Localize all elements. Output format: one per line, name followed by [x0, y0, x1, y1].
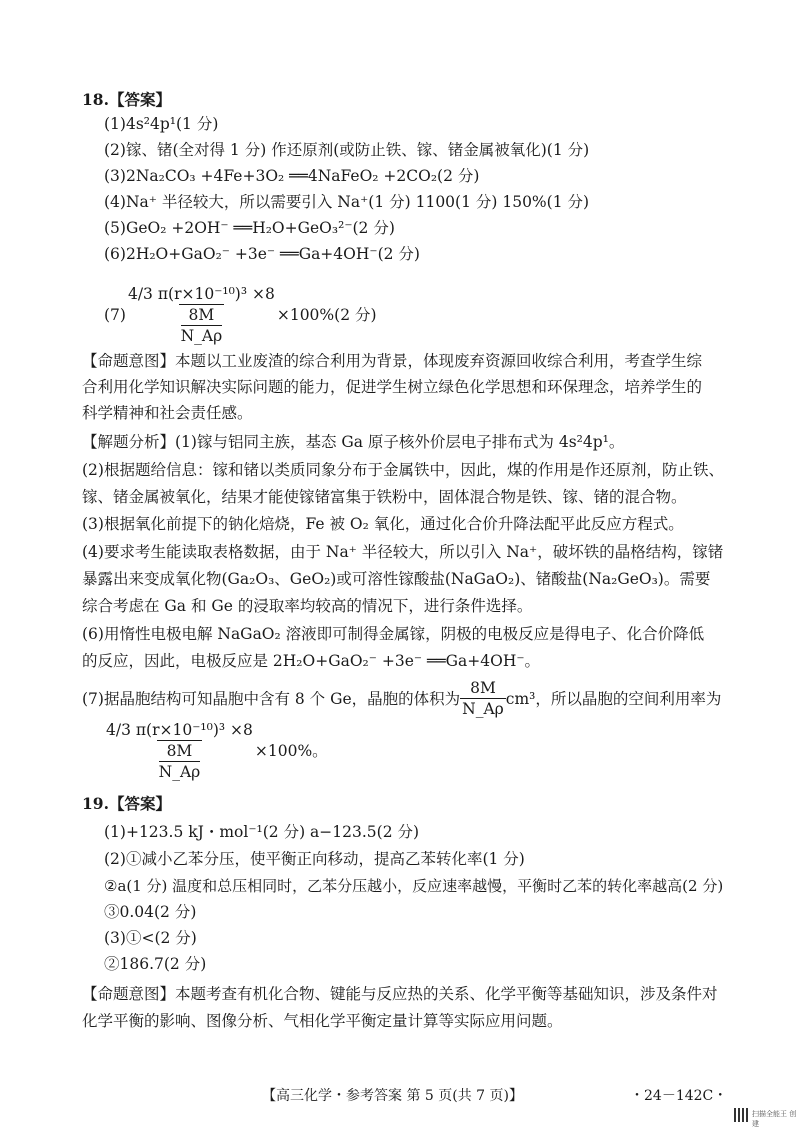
q18-analysis-line-1: 【解题分析】(1)镓与铝同主族，基态 Ga 原子核外价层电子排布式为 4s²4p¹。 — [82, 433, 625, 451]
q18-answer-6: (6)2H₂O+GaO₂⁻ +3e⁻ ══Ga+4OH⁻(2 分) — [104, 245, 420, 263]
fraction-denominator — [179, 304, 225, 346]
utilization-denominator-top: 8M — [166, 742, 193, 760]
q18-answer-3: (3)2Na₂CO₃ +4Fe+3O₂ ══4NaFeO₂ +2CO₂(2 分) — [104, 167, 480, 185]
volume-numerator: 8M — [470, 679, 496, 697]
q19-answer-6: ②186.7(2 分) — [104, 955, 207, 973]
volume-fraction — [460, 678, 506, 719]
q19-answer-3: ②a(1 分) 温度和总压相同时，乙苯分压越小，反应速率越慢，平衡时乙苯的转化率越高(2 分) — [104, 877, 724, 895]
q18-answer-7-fraction — [126, 284, 277, 346]
q19-answer-4: ③0.04(2 分) — [104, 903, 197, 921]
q18-analysis-line-10 — [82, 678, 721, 719]
q18-analysis-line-3: 镓、锗金属被氧化，结果才能使镓锗富集于铁粉中，固体混合物是铁、镓、锗的混合物。 — [82, 488, 687, 506]
q19-intent-line-2: 化学平衡的影响、图像分析、气相化学平衡定量计算等实际应用问题。 — [82, 1012, 563, 1030]
q19-answer-2: (2)①减小乙苯分压，使平衡正向移动，提高乙苯转化率(1 分) — [104, 850, 525, 868]
utilization-fraction — [104, 720, 255, 782]
q18-answer-7-suffix: ×100%(2 分) — [276, 306, 377, 324]
utilization-denominator-bottom: N_Aρ — [158, 763, 201, 781]
q18-answer-7-label: (7) — [104, 306, 126, 324]
q18-analysis-line-2: (2)根据题给信息：镓和锗以类质同象分布于金属铁中，因此，煤的作用是作还原剂，防止铁、 — [82, 461, 724, 479]
q18-answer-7 — [104, 284, 377, 346]
footer-center: 【高三化学・参考答案 第 5 页(共 7 页)】 — [262, 1088, 523, 1104]
q19-answer-5: (3)①<(2 分) — [104, 929, 197, 947]
scanner-watermark: 扫描全能王 创建 — [752, 1110, 797, 1128]
q18-answer-1: (1)4s²4p¹(1 分) — [104, 115, 219, 133]
q18-analysis-line-7: 综合考虑在 Ga 和 Ge 的浸取率均较高的情况下，进行条件选择。 — [82, 597, 533, 615]
utilization-numerator: 4/3 π(r×10⁻¹⁰)³ ×8 — [106, 721, 253, 739]
utilization-suffix: ×100%。 — [254, 742, 328, 760]
q18-answer-2: (2)镓、锗(全对得 1 分) 作还原剂(或防止铁、镓、锗金属被氧化)(1 分) — [104, 141, 590, 159]
analysis-7-text: (7)据晶胞结构可知晶胞中含有 8 个 Ge，晶胞的体积为 — [82, 689, 461, 708]
q18-intent-line-2: 合利用化学知识解决实际问题的能力，促进学生树立绿色化学思想和环保理念，培养学生的 — [82, 378, 703, 396]
q18-intent-line-1: 【命题意图】本题以工业废渣的综合利用为背景，体现废弃资源回收综合利用，考查学生综 — [82, 352, 703, 370]
q19-intent-line-1: 【命题意图】本题考查有机化合物、键能与反应热的关系、化学平衡等基础知识，涉及条件对 — [82, 985, 718, 1003]
q18-heading: 18.【答案】 — [82, 90, 171, 109]
q19-heading: 19.【答案】 — [82, 794, 171, 813]
q18-answer-4: (4)Na⁺ 半径较大，所以需要引入 Na⁺(1 分) 1100(1 分) 150%(1 分) — [104, 193, 590, 211]
denominator-top: 8M — [188, 306, 215, 324]
fraction-numerator: 4/3 π(r×10⁻¹⁰)³ ×8 — [127, 285, 275, 303]
q19-answer-1: (1)+123.5 kJ・mol⁻¹(2 分) a−123.5(2 分) — [104, 823, 420, 841]
q18-intent-line-3: 科学精神和社会责任感。 — [82, 404, 253, 422]
q18-answer-5: (5)GeO₂ +2OH⁻ ══H₂O+GeO₃²⁻(2 分) — [104, 219, 395, 237]
scanner-qr-icon — [734, 1108, 748, 1122]
analysis-7-text-after: cm³，所以晶胞的空间利用率为 — [505, 689, 722, 708]
q18-analysis-fraction — [104, 720, 328, 782]
footer-code: ・24－142C・ — [630, 1088, 728, 1104]
q18-analysis-line-4: (3)根据氧化前提下的钠化焙烧，Fe 被 O₂ 氧化，通过化合价升降法配平此反应方程式。 — [82, 515, 684, 533]
q18-analysis-line-9: 的反应，因此，电极反应是 2H₂O+GaO₂⁻ +3e⁻ ══Ga+4OH⁻。 — [82, 652, 541, 670]
q18-analysis-line-5: (4)要求考生能读取表格数据，由于 Na⁺ 半径较大，所以引入 Na⁺，破坏铁的晶格结构，镓锗 — [82, 543, 724, 561]
q18-analysis-line-8: (6)用惰性电极电解 NaGaO₂ 溶液即可制得金属镓，阴极的电极反应是得电子、化合价降低 — [82, 625, 705, 643]
denominator-bottom: N_Aρ — [180, 327, 223, 345]
volume-denominator: N_Aρ — [462, 700, 504, 718]
q18-analysis-line-6: 暴露出来变成氧化物(Ga₂O₃、GeO₂)或可溶性镓酸盐(NaGaO₂)、锗酸盐(Na₂GeO₃)。需要 — [82, 570, 711, 588]
utilization-denominator — [157, 740, 203, 782]
